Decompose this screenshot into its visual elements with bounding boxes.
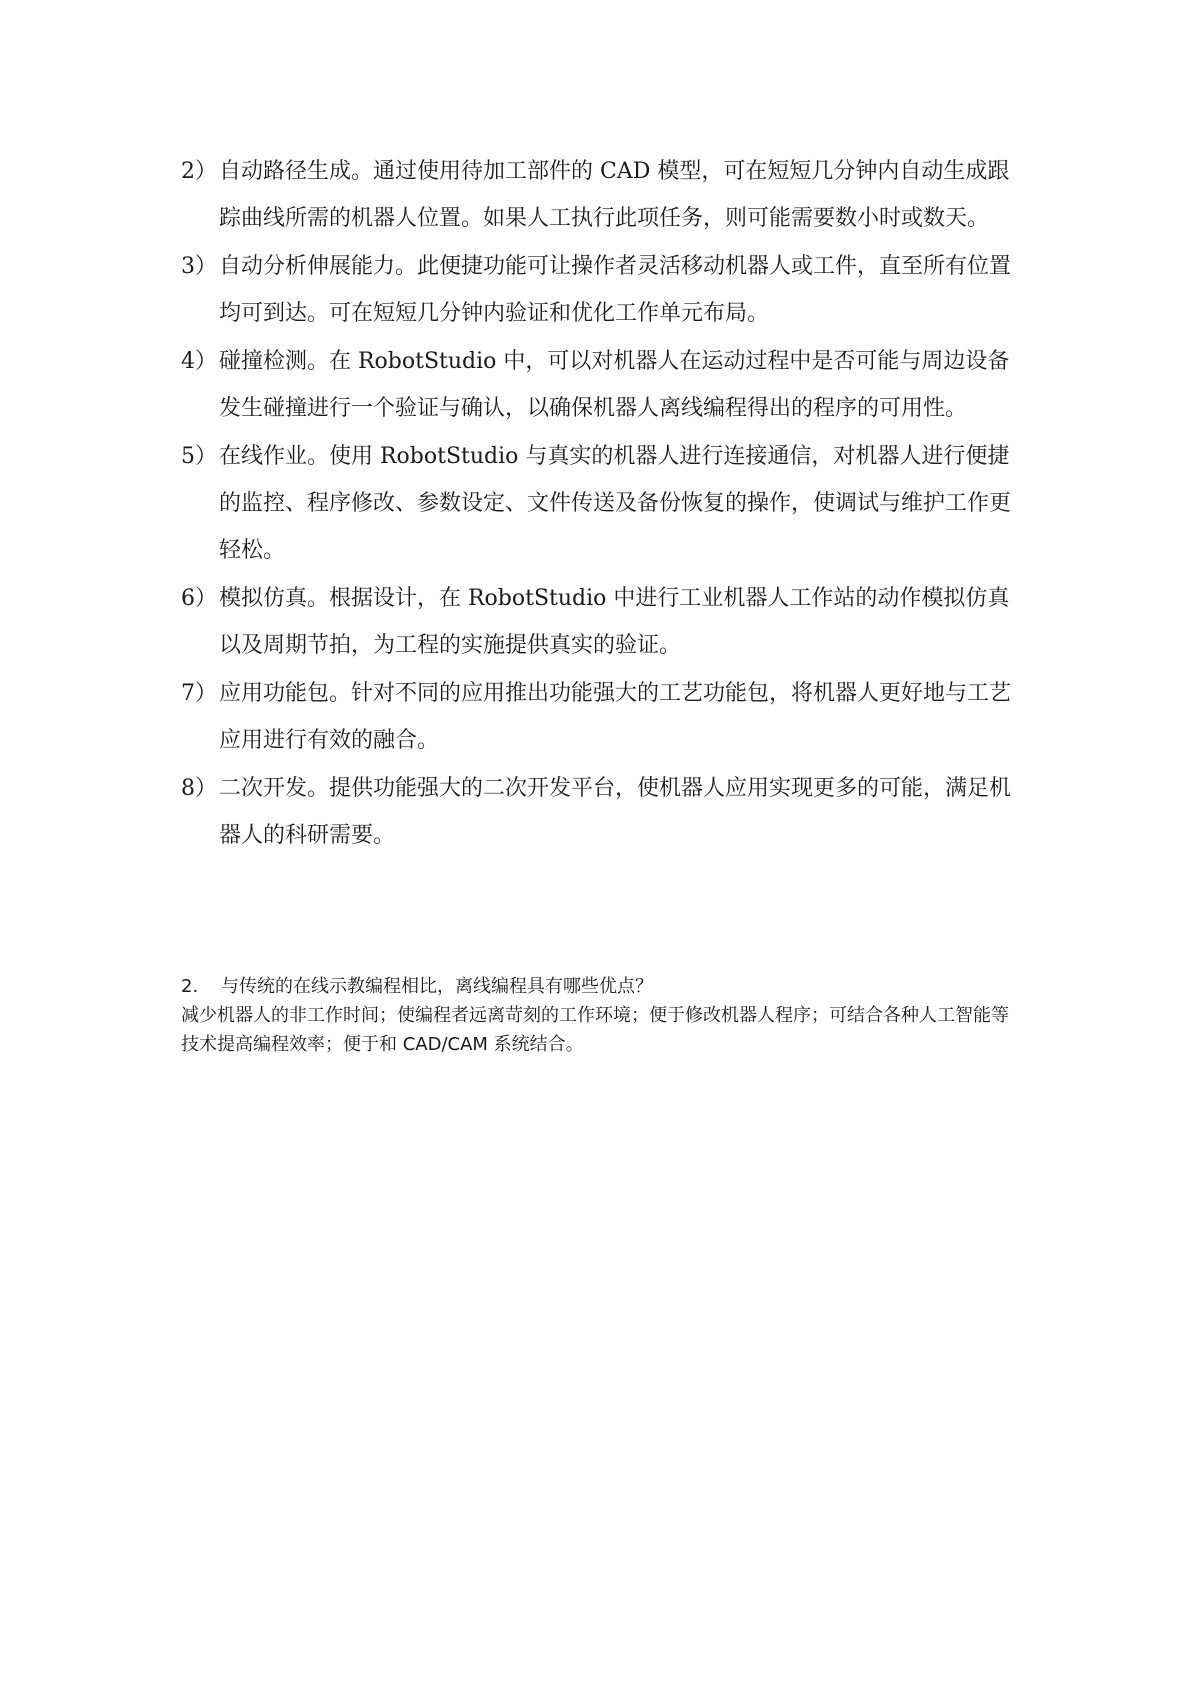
answer-text: 减少机器人的非工作时间；使编程者远离苛刻的工作环境；便于修改机器人程序；可结合各种人工智能等技术提高编程效率；便于和 CAD/CAM 系统结合。	[181, 1005, 1009, 1055]
list-item	[181, 148, 1011, 242]
question	[181, 972, 1011, 1001]
feature-list	[181, 148, 1011, 860]
question-number: 2.	[181, 976, 199, 997]
list-item-number: 8）	[181, 776, 217, 801]
list-item	[181, 670, 1011, 764]
list-item-text: 自动分析伸展能力。此便捷功能可让操作者灵活移动机器人或工件，直至所有位置均可到达。可在短短几分钟内验证和优化工作单元布局。	[219, 254, 1012, 326]
list-item-text: 应用功能包。针对不同的应用推出功能强大的工艺功能包，将机器人更好地与工艺应用进行有效的融合。	[219, 681, 1012, 753]
list-item-number: 5）	[181, 444, 217, 469]
list-item	[181, 433, 1011, 574]
list-item	[181, 338, 1011, 432]
list-item	[181, 765, 1011, 859]
list-item-text: 在线作业。使用 RobotStudio 与真实的机器人进行连接通信，对机器人进行便捷的监控、程序修改、参数设定、文件传送及备份恢复的操作，使调试与维护工作更轻松。	[219, 444, 1012, 563]
list-item-number: 4）	[181, 349, 217, 374]
list-item-number: 7）	[181, 681, 217, 706]
list-item-number: 6）	[181, 586, 217, 611]
list-item-number: 3）	[181, 254, 217, 279]
list-item-number: 2）	[181, 159, 217, 184]
list-item-text: 二次开发。提供功能强大的二次开发平台，使机器人应用实现更多的可能，满足机器人的科研需要。	[219, 776, 1012, 848]
list-item-text: 模拟仿真。根据设计，在 RobotStudio 中进行工业机器人工作站的动作模拟仿真以及周期节拍，为工程的实施提供真实的验证。	[219, 586, 1010, 658]
list-item	[181, 575, 1011, 669]
list-item-text: 自动路径生成。通过使用待加工部件的 CAD 模型，可在短短几分钟内自动生成跟踪曲线所需的机器人位置。如果人工执行此项任务，则可能需要数小时或数天。	[219, 159, 1010, 231]
question-answer-section	[181, 972, 1011, 1059]
list-item	[181, 243, 1011, 337]
question-text: 与传统的在线示教编程相比，离线编程具有哪些优点？	[221, 976, 653, 997]
list-item-text: 碰撞检测。在 RobotStudio 中，可以对机器人在运动过程中是否可能与周边设备发生碰撞进行一个验证与确认，以确保机器人离线编程得出的程序的可用性。	[219, 349, 1010, 421]
